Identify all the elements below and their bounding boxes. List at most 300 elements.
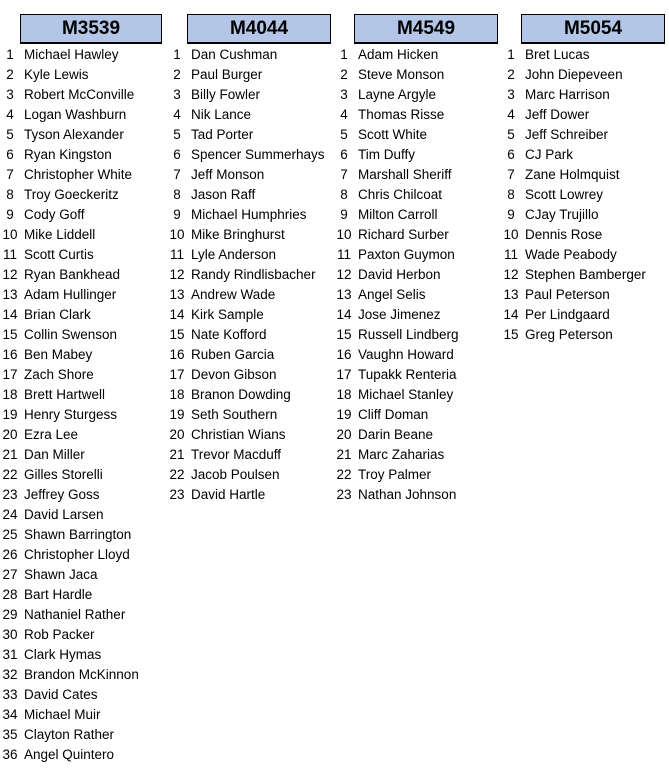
rank-number: 2 [507, 67, 515, 82]
racer-name: Christopher Lloyd [24, 547, 130, 562]
racer-name: Darin Beane [358, 427, 434, 442]
roster-row [330, 225, 498, 245]
racer-name: Lyle Anderson [191, 247, 277, 262]
roster-row [163, 145, 331, 165]
roster-row [163, 465, 331, 485]
racer-name: Cody Goff [24, 207, 85, 222]
racer-name: Jacob Poulsen [191, 467, 280, 482]
roster-row [497, 325, 665, 345]
racer-name: Michael Stanley [358, 387, 454, 402]
racer-name: Zane Holmquist [525, 167, 620, 182]
roster-row [330, 125, 498, 145]
roster-row [330, 45, 498, 65]
roster-row [0, 565, 162, 585]
roster-row [497, 85, 665, 105]
rank-number: 32 [2, 667, 18, 682]
racer-name: Paul Burger [191, 67, 263, 82]
racer-name: CJ Park [525, 147, 574, 162]
roster-row [163, 305, 331, 325]
division-column-m5054 [497, 14, 665, 345]
rank-number: 4 [6, 107, 14, 122]
roster-row [163, 485, 331, 505]
racer-name: Marc Zaharias [358, 447, 445, 462]
roster-row [0, 545, 162, 565]
roster-row [0, 245, 162, 265]
rank-number: 19 [2, 407, 18, 422]
roster-row [163, 205, 331, 225]
rank-number: 3 [340, 87, 348, 102]
racer-name: Rob Packer [24, 627, 95, 642]
racer-name: David Larsen [24, 507, 104, 522]
rank-number: 15 [169, 327, 185, 342]
rank-number: 7 [173, 167, 181, 182]
racer-name: Jeff Schreiber [525, 127, 609, 142]
racer-name: Steve Monson [358, 67, 445, 82]
racer-name: Scott Curtis [24, 247, 94, 262]
rank-number: 10 [503, 227, 519, 242]
racer-name: Spencer Summerhays [191, 147, 325, 162]
rank-number: 4 [340, 107, 348, 122]
roster-row [0, 625, 162, 645]
roster-row [163, 445, 331, 465]
racer-name: John Diepeveen [525, 67, 623, 82]
roster-row [497, 285, 665, 305]
rank-number: 22 [336, 467, 352, 482]
rank-number: 3 [6, 87, 14, 102]
racer-name: Chris Chilcoat [358, 187, 443, 202]
rank-number: 5 [6, 127, 14, 142]
roster-row [497, 165, 665, 185]
rank-number: 5 [173, 127, 181, 142]
roster-row [330, 65, 498, 85]
racer-name: Troy Goeckeritz [24, 187, 119, 202]
racer-name: Dan Cushman [191, 47, 278, 62]
rank-number: 34 [2, 707, 18, 722]
rank-number: 33 [2, 687, 18, 702]
rank-number: 3 [507, 87, 515, 102]
rank-number: 21 [169, 447, 185, 462]
roster-row [0, 685, 162, 705]
roster-row [497, 65, 665, 85]
roster-row [0, 345, 162, 365]
racer-name: Clark Hymas [24, 647, 102, 662]
roster-row [0, 725, 162, 745]
roster-row [0, 65, 162, 85]
rank-number: 29 [2, 607, 18, 622]
racer-name: Per Lindgaard [525, 307, 610, 322]
rank-number: 19 [169, 407, 185, 422]
rank-number: 9 [507, 207, 515, 222]
rank-number: 1 [6, 47, 14, 62]
rank-number: 23 [169, 487, 185, 502]
roster-row [163, 265, 331, 285]
roster-list [163, 45, 331, 505]
racer-name: Russell Lindberg [358, 327, 459, 342]
roster-row [163, 85, 331, 105]
roster-row [0, 405, 162, 425]
rank-number: 24 [2, 507, 18, 522]
roster-row [0, 525, 162, 545]
roster-row [330, 245, 498, 265]
roster-row [0, 605, 162, 625]
racer-name: Nik Lance [191, 107, 252, 122]
racer-name: Shawn Jaca [24, 567, 98, 582]
rank-number: 6 [507, 147, 515, 162]
racer-name: Trevor Macduff [191, 447, 282, 462]
racer-name: Dan Miller [24, 447, 85, 462]
racer-name: Nathaniel Rather [24, 607, 126, 622]
racer-name: Clayton Rather [24, 727, 115, 742]
racer-name: Jeff Dower [525, 107, 590, 122]
roster-row [0, 305, 162, 325]
roster-row [497, 225, 665, 245]
racer-name: Branon Dowding [191, 387, 291, 402]
roster-row [0, 445, 162, 465]
rank-number: 5 [507, 127, 515, 142]
rank-number: 11 [2, 247, 17, 262]
rank-number: 31 [2, 647, 18, 662]
rank-number: 18 [336, 387, 352, 402]
roster-row [497, 245, 665, 265]
racer-name: Tim Duffy [358, 147, 416, 162]
racer-name: Billy Fowler [191, 87, 261, 102]
division-header: M5054 [521, 14, 665, 44]
racer-name: Ryan Bankhead [24, 267, 121, 282]
rank-number: 7 [340, 167, 348, 182]
rank-number: 15 [503, 327, 519, 342]
roster-row [0, 385, 162, 405]
rank-number: 26 [2, 547, 18, 562]
roster-row [330, 305, 498, 325]
rank-number: 10 [336, 227, 352, 242]
rank-number: 10 [2, 227, 18, 242]
racer-name: Henry Sturgess [24, 407, 118, 422]
rank-number: 12 [503, 267, 519, 282]
roster-row [497, 185, 665, 205]
roster-row [163, 185, 331, 205]
racer-name: Greg Peterson [525, 327, 613, 342]
roster-row [330, 425, 498, 445]
rank-number: 11 [336, 247, 351, 262]
rank-number: 12 [2, 267, 18, 282]
racer-name: Michael Muir [24, 707, 101, 722]
racer-name: Tupakk Renteria [358, 367, 457, 382]
rank-number: 5 [340, 127, 348, 142]
racer-name: Adam Hullinger [24, 287, 117, 302]
division-header: M3539 [20, 14, 162, 44]
roster-row [330, 165, 498, 185]
rank-number: 14 [336, 307, 352, 322]
racer-name: David Hartle [191, 487, 266, 502]
rank-number: 20 [2, 427, 18, 442]
racer-name: Tad Porter [191, 127, 254, 142]
roster-row [0, 325, 162, 345]
division-header: M4044 [187, 14, 331, 44]
racer-name: Thomas Risse [358, 107, 445, 122]
roster-row [330, 185, 498, 205]
racer-name: Brett Hartwell [24, 387, 106, 402]
rank-number: 13 [2, 287, 18, 302]
rank-number: 14 [169, 307, 185, 322]
racer-name: Nathan Johnson [358, 487, 457, 502]
rank-number: 27 [2, 567, 18, 582]
racer-name: Stephen Bamberger [525, 267, 646, 282]
roster-row [330, 265, 498, 285]
roster-row [0, 365, 162, 385]
roster-row [330, 445, 498, 465]
racer-name: Gilles Storelli [24, 467, 103, 482]
roster-row [330, 485, 498, 505]
racer-name: Michael Humphries [191, 207, 307, 222]
roster-row [0, 745, 162, 765]
roster-row [163, 365, 331, 385]
rank-number: 16 [169, 347, 185, 362]
roster-row [497, 145, 665, 165]
roster-row [330, 145, 498, 165]
racer-name: Randy Rindlisbacher [191, 267, 316, 282]
rank-number: 23 [336, 487, 352, 502]
division-column-m4044 [163, 14, 331, 505]
division-column-m3539 [0, 14, 162, 765]
rank-number: 7 [6, 167, 14, 182]
rank-number: 18 [169, 387, 185, 402]
roster-row [0, 45, 162, 65]
rank-number: 15 [336, 327, 352, 342]
rank-number: 2 [173, 67, 181, 82]
rank-number: 3 [173, 87, 181, 102]
racer-name: Paxton Guymon [358, 247, 455, 262]
roster-row [0, 285, 162, 305]
racer-name: Zach Shore [24, 367, 94, 382]
roster-row [163, 345, 331, 365]
racer-name: Ben Mabey [24, 347, 93, 362]
rank-number: 17 [2, 367, 18, 382]
roster-row [0, 505, 162, 525]
racer-name: David Herbon [358, 267, 441, 282]
roster-row [0, 645, 162, 665]
rank-number: 20 [336, 427, 352, 442]
roster-row [163, 425, 331, 445]
roster-row [0, 665, 162, 685]
racer-name: Collin Swenson [24, 327, 118, 342]
racer-name: Ezra Lee [24, 427, 79, 442]
roster-row [163, 245, 331, 265]
roster-row [0, 125, 162, 145]
roster-row [330, 205, 498, 225]
racer-name: Marshall Sheriff [358, 167, 452, 182]
roster-row [0, 425, 162, 445]
roster-row [163, 105, 331, 125]
rank-number: 35 [2, 727, 18, 742]
rank-number: 1 [507, 47, 515, 62]
roster-row [163, 165, 331, 185]
roster-row [497, 305, 665, 325]
rank-number: 36 [2, 747, 18, 762]
rank-number: 13 [336, 287, 352, 302]
rank-number: 9 [173, 207, 181, 222]
racer-name: Andrew Wade [191, 287, 276, 302]
roster-row [0, 185, 162, 205]
racer-name: Mike Liddell [24, 227, 96, 242]
rank-number: 21 [336, 447, 352, 462]
rank-number: 17 [336, 367, 352, 382]
roster-row [330, 345, 498, 365]
roster-row [163, 325, 331, 345]
rank-number: 9 [340, 207, 348, 222]
racer-name: Angel Selis [358, 287, 426, 302]
roster-row [163, 65, 331, 85]
rank-number: 14 [2, 307, 18, 322]
racer-name: Robert McConville [24, 87, 135, 102]
roster-row [0, 705, 162, 725]
roster-row [497, 45, 665, 65]
racer-name: Bret Lucas [525, 47, 590, 62]
rank-number: 21 [2, 447, 18, 462]
roster-list [330, 45, 498, 505]
roster-row [0, 145, 162, 165]
racer-name: Kirk Sample [191, 307, 264, 322]
roster-row [497, 125, 665, 145]
rank-number: 30 [2, 627, 18, 642]
roster-row [163, 405, 331, 425]
rank-number: 4 [507, 107, 515, 122]
roster-row [163, 385, 331, 405]
rank-number: 25 [2, 527, 18, 542]
racer-name: Bart Hardle [24, 587, 93, 602]
roster-row [0, 465, 162, 485]
racer-name: Tyson Alexander [24, 127, 124, 142]
racer-name: Michael Hawley [24, 47, 119, 62]
racer-name: Christian Wians [191, 427, 286, 442]
racer-name: Kyle Lewis [24, 67, 89, 82]
rank-number: 12 [169, 267, 185, 282]
roster-row [497, 205, 665, 225]
racer-name: Dennis Rose [525, 227, 603, 242]
division-column-m4549 [330, 14, 498, 505]
roster-row [497, 105, 665, 125]
roster-row [163, 285, 331, 305]
racer-name: Jeffrey Goss [24, 487, 100, 502]
rank-number: 13 [503, 287, 519, 302]
roster-row [163, 225, 331, 245]
rank-number: 23 [2, 487, 18, 502]
racer-name: Layne Argyle [358, 87, 437, 102]
roster-row [0, 105, 162, 125]
rank-number: 20 [169, 427, 185, 442]
rank-number: 8 [340, 187, 348, 202]
rank-number: 2 [340, 67, 348, 82]
rank-number: 6 [6, 147, 14, 162]
roster-list [497, 45, 665, 345]
rank-number: 10 [169, 227, 185, 242]
racer-name: Marc Harrison [525, 87, 610, 102]
racer-name: Scott Lowrey [525, 187, 604, 202]
roster-row [330, 385, 498, 405]
rank-number: 4 [173, 107, 181, 122]
racer-name: Jeff Monson [191, 167, 265, 182]
rank-number: 17 [169, 367, 185, 382]
roster-row [330, 105, 498, 125]
rank-number: 9 [6, 207, 14, 222]
racer-name: Ruben Garcia [191, 347, 275, 362]
rank-number: 8 [6, 187, 14, 202]
racer-name: Jose Jimenez [358, 307, 441, 322]
division-header: M4549 [354, 14, 498, 44]
rank-number: 12 [336, 267, 352, 282]
racer-name: Wade Peabody [525, 247, 617, 262]
roster-row [330, 365, 498, 385]
rank-number: 2 [6, 67, 14, 82]
rank-number: 16 [336, 347, 352, 362]
rank-number: 6 [340, 147, 348, 162]
racer-name: Mike Bringhurst [191, 227, 285, 242]
rank-number: 11 [169, 247, 184, 262]
roster-row [330, 325, 498, 345]
racer-name: Troy Palmer [358, 467, 432, 482]
rank-number: 28 [2, 587, 18, 602]
racer-name: Ryan Kingston [24, 147, 112, 162]
racer-name: Angel Quintero [24, 747, 115, 762]
roster-row [0, 165, 162, 185]
racer-name: Brian Clark [24, 307, 91, 322]
rank-number: 6 [173, 147, 181, 162]
roster-row [163, 125, 331, 145]
rank-number: 11 [503, 247, 518, 262]
roster-row [330, 405, 498, 425]
racer-name: Richard Surber [358, 227, 449, 242]
rank-number: 8 [173, 187, 181, 202]
roster-list [0, 45, 162, 765]
racer-name: Milton Carroll [358, 207, 438, 222]
rank-number: 1 [173, 47, 181, 62]
racer-name: Paul Peterson [525, 287, 610, 302]
rank-number: 13 [169, 287, 185, 302]
rank-number: 15 [2, 327, 18, 342]
roster-row [0, 265, 162, 285]
racer-name: Jason Raff [191, 187, 256, 202]
rank-number: 7 [507, 167, 515, 182]
rank-number: 22 [2, 467, 18, 482]
rank-number: 22 [169, 467, 185, 482]
rank-number: 1 [340, 47, 348, 62]
roster-row [0, 585, 162, 605]
roster-row [0, 485, 162, 505]
racer-name: Brandon McKinnon [24, 667, 139, 682]
rank-number: 14 [503, 307, 519, 322]
rank-number: 19 [336, 407, 352, 422]
roster-row [330, 465, 498, 485]
racer-name: David Cates [24, 687, 98, 702]
roster-row [0, 225, 162, 245]
racer-name: Vaughn Howard [358, 347, 454, 362]
racer-name: Shawn Barrington [24, 527, 132, 542]
racer-name: Christopher White [24, 167, 133, 182]
racer-name: Nate Kofford [191, 327, 267, 342]
racer-name: Devon Gibson [191, 367, 277, 382]
roster-row [330, 285, 498, 305]
racer-name: Seth Southern [191, 407, 278, 422]
roster-row [330, 85, 498, 105]
roster-row [497, 265, 665, 285]
roster-row [0, 85, 162, 105]
racer-name: Logan Washburn [24, 107, 127, 122]
roster-row [0, 205, 162, 225]
racer-name: CJay Trujillo [525, 207, 599, 222]
rank-number: 8 [507, 187, 515, 202]
rank-number: 18 [2, 387, 18, 402]
racer-name: Scott White [358, 127, 428, 142]
roster-row [163, 45, 331, 65]
